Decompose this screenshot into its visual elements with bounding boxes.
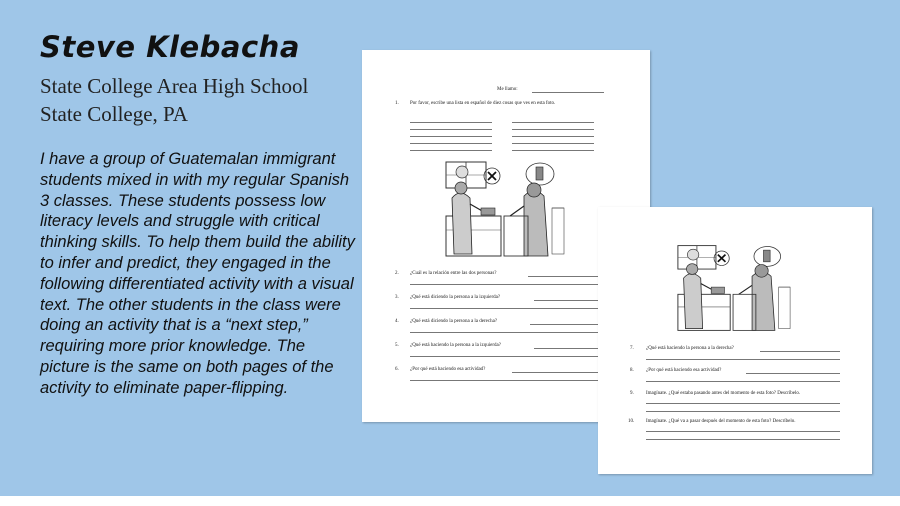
q3-answer-line	[534, 300, 600, 301]
q7-answer-line	[646, 359, 840, 360]
q5-text: ¿Qué está haciendo la persona a la izquierda?	[410, 343, 501, 348]
q4-answer-line	[410, 332, 600, 333]
q8-number: 8.	[630, 368, 634, 373]
q6-text: ¿Por qué está haciendo esa actividad?	[410, 367, 486, 372]
q7-answer-line	[760, 351, 840, 352]
q8-answer-line	[646, 381, 840, 382]
q9-text: Imagínate. ¿Qué estaba pasando antes del momento de esta foto? Descríbelo.	[646, 391, 801, 396]
q9-number: 9.	[630, 391, 634, 396]
q7-number: 7.	[630, 346, 634, 351]
q7-text: ¿Qué está haciendo la persona a la derecha?	[646, 346, 734, 351]
activity-description: I have a group of Guatemalan immigrant students mixed in with my regular Spanish 3 classes. These students possess low literacy levels and struggle with critical thinking skills. To help them build the ability to infer and predict, they engaged in the following differentiated activity with a visual text. The other students in the class were doing an activity that is a “next step,” requiring more prior knowledge. The picture is the same on both pages of the activity to eliminate paper-flipping.	[40, 150, 355, 397]
q5-number: 5.	[395, 343, 399, 348]
q5-answer-line	[410, 356, 600, 357]
q2-number: 2.	[395, 271, 399, 276]
q5-answer-line	[534, 348, 600, 349]
q2-text: ¿Cuál es la relación entre las dos personas?	[410, 271, 497, 276]
author-name: Steve Klebacha	[40, 30, 300, 64]
school-location: State College, PA	[40, 102, 188, 126]
q3-answer-line	[410, 308, 600, 309]
q10-text: Imagínate. ¿Qué va a pasar después del momento de esta foto? Descríbelo.	[646, 419, 796, 424]
q6-answer-line	[512, 372, 600, 373]
q3-text: ¿Qué está diciendo la persona a la izquierda?	[410, 295, 501, 300]
worksheet-page-2	[598, 207, 872, 474]
q6-answer-line	[410, 380, 600, 381]
q2-answer-line	[410, 284, 600, 285]
q8-answer-line	[746, 373, 840, 374]
q6-number: 6.	[395, 367, 399, 372]
q10-answer-line	[646, 439, 840, 440]
name-blank	[532, 92, 604, 93]
q1-number: 1.	[395, 101, 399, 106]
kitchen-illustration	[676, 242, 792, 334]
q10-number: 10.	[628, 419, 635, 424]
kitchen-illustration	[444, 158, 566, 260]
q10-answer-line	[646, 431, 840, 432]
q8-text: ¿Por qué está haciendo esa actividad?	[646, 368, 722, 373]
q4-number: 4.	[395, 319, 399, 324]
q3-number: 3.	[395, 295, 399, 300]
name-label: Me llamo:	[497, 87, 518, 92]
school-name: State College Area High School	[40, 74, 309, 98]
q9-answer-line	[646, 403, 840, 404]
q4-answer-line	[530, 324, 600, 325]
q1-text: Por favor, escribe una lista en español de diez cosas que ves en esta foto.	[410, 101, 556, 106]
q9-answer-line	[646, 411, 840, 412]
author-affiliation	[40, 72, 308, 128]
q2-answer-line	[528, 276, 600, 277]
q4-text: ¿Qué está diciendo la persona a la derecha?	[410, 319, 498, 324]
